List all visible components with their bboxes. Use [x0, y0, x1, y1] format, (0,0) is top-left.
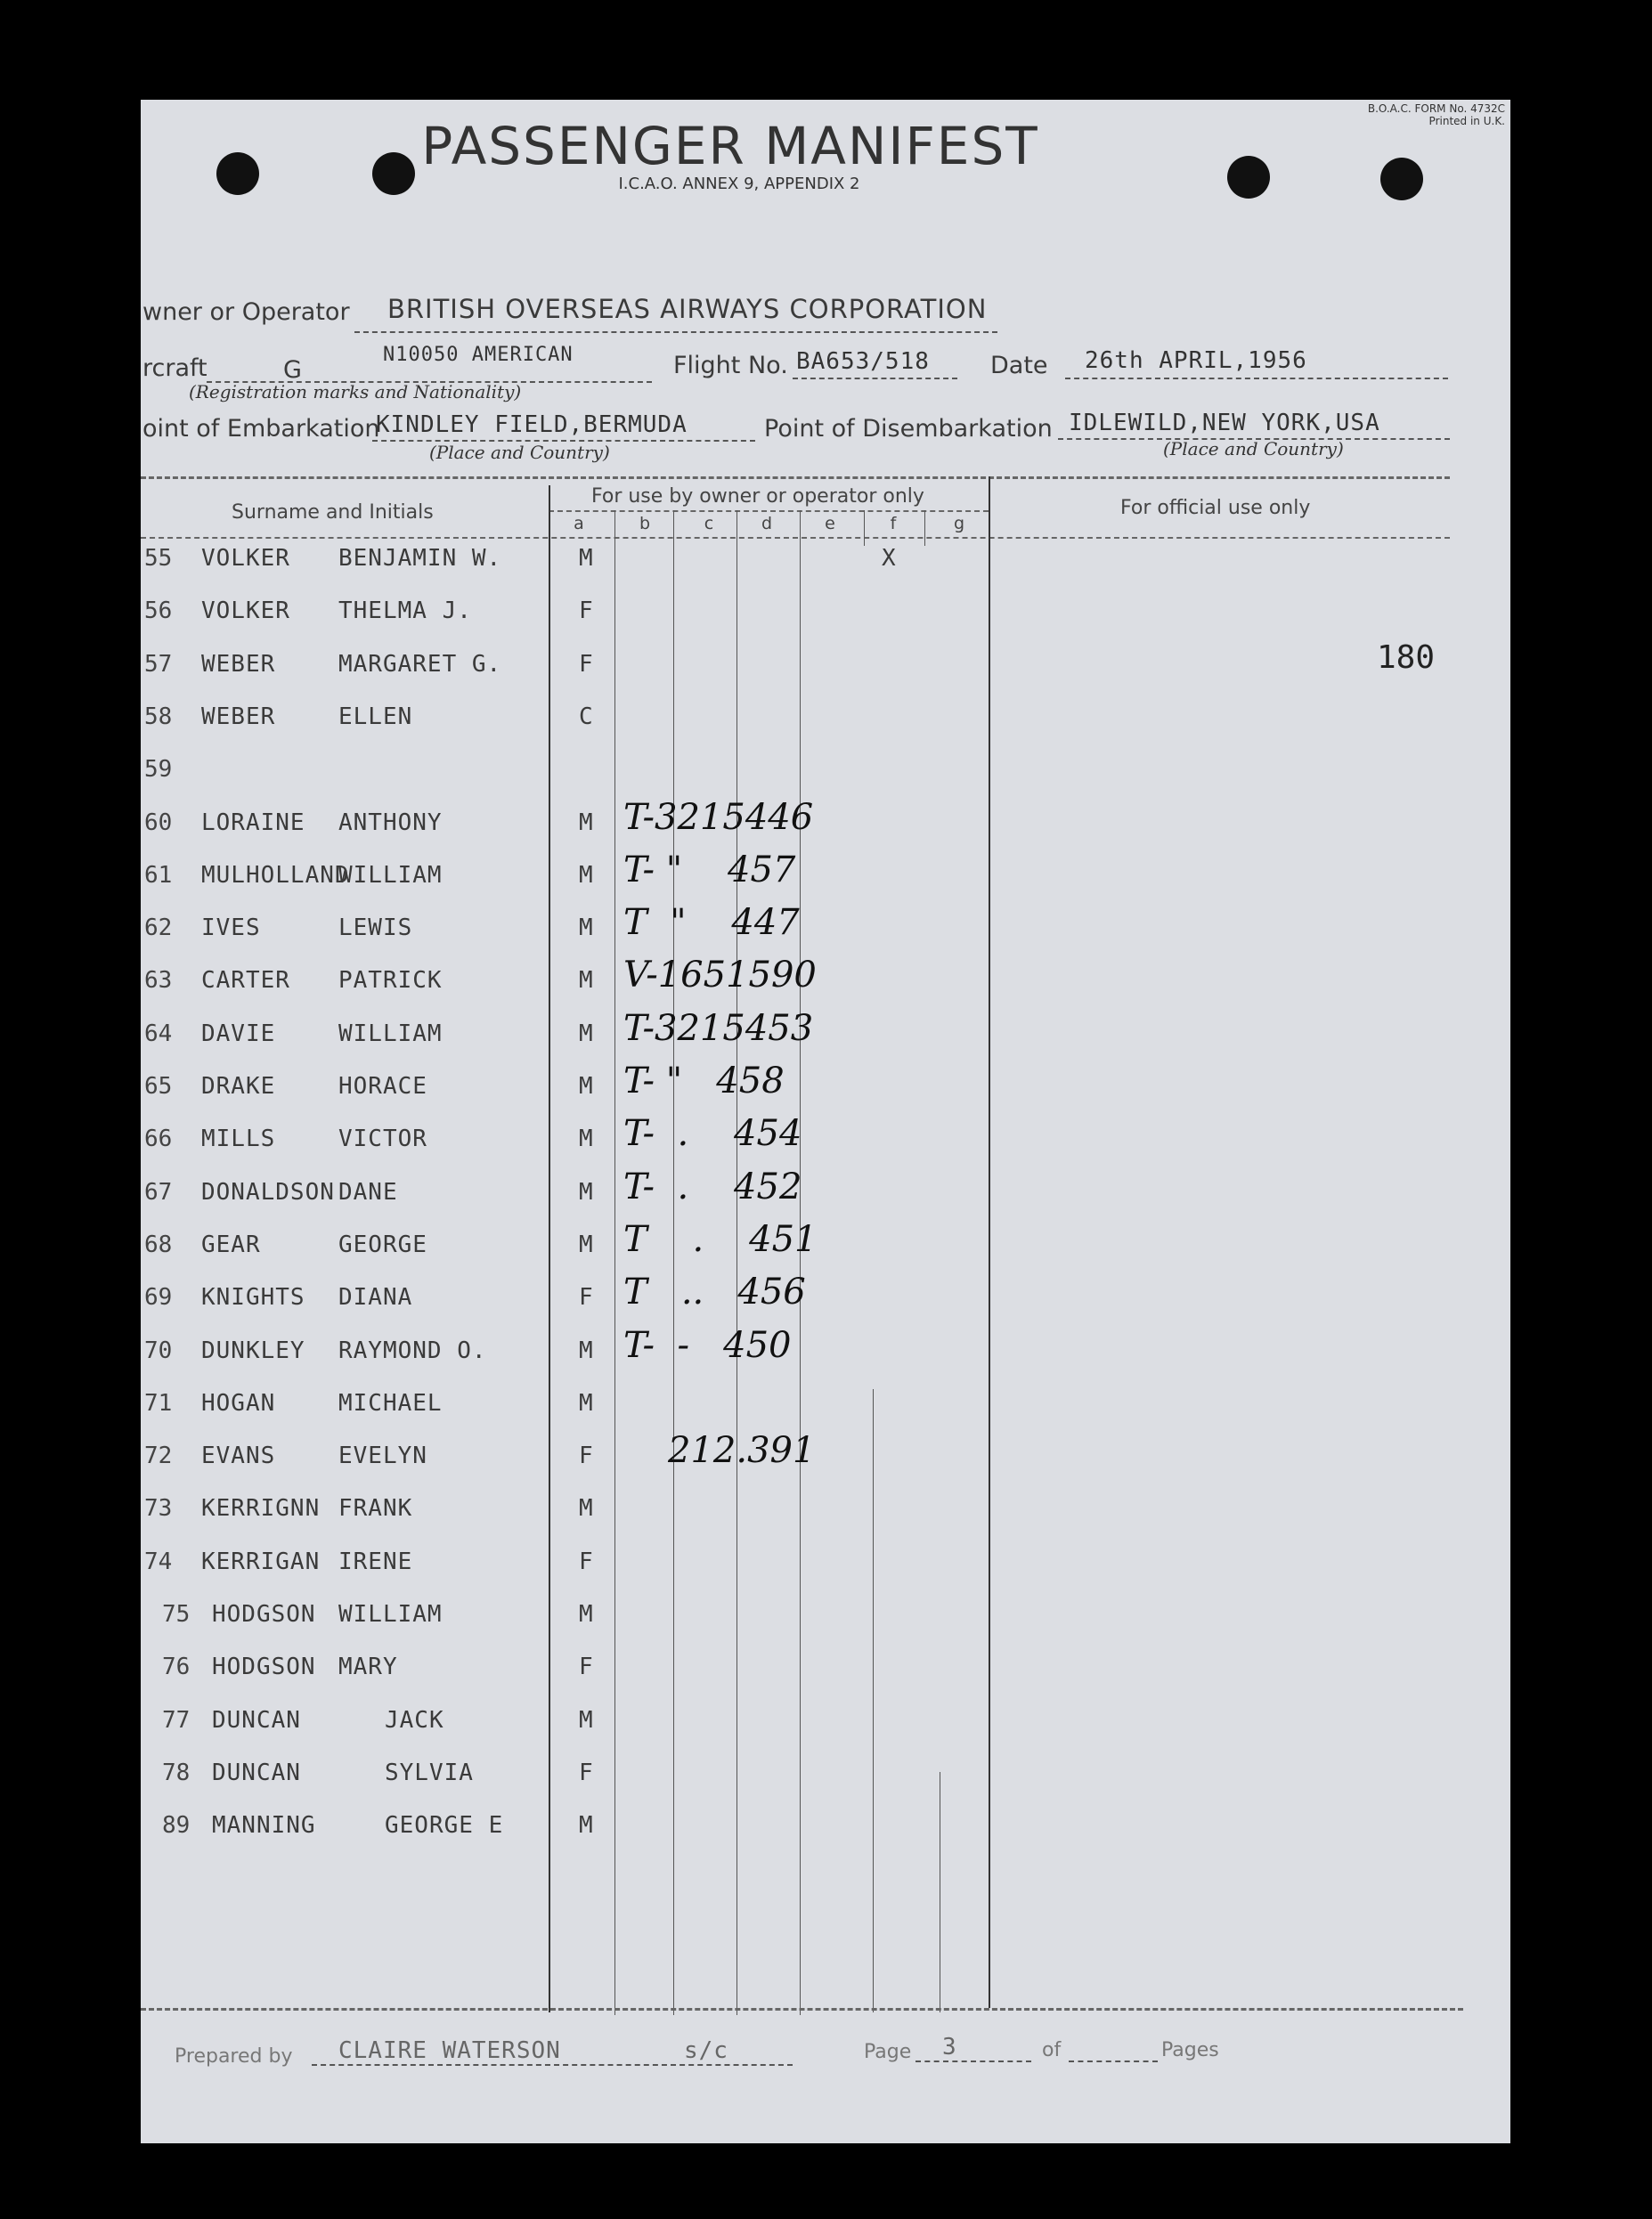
row-number: 74	[144, 1548, 173, 1575]
col-c-header: c	[704, 514, 714, 533]
page-title: PASSENGER MANIFEST	[421, 116, 1039, 176]
disembarkation-label: Point of Disembarkation	[764, 415, 1053, 443]
passenger-given-names: WILLIAM	[338, 862, 443, 889]
column-f-mark: X	[882, 545, 897, 572]
passenger-given-names: MICHAEL	[338, 1390, 443, 1417]
row-number: 66	[144, 1126, 173, 1152]
passenger-given-names: WILLIAM	[338, 1601, 443, 1628]
col-e-header: e	[825, 514, 835, 533]
passenger-surname: GEAR	[201, 1231, 261, 1258]
passenger-surname: DAVIE	[201, 1020, 276, 1047]
handwritten-ticket-number: T . 451	[623, 1219, 818, 1260]
passenger-surname: MANNING	[212, 1812, 316, 1839]
operator-label: wner or Operator	[142, 298, 350, 326]
date-underline	[1065, 378, 1448, 379]
passenger-surname: HODGSON	[212, 1601, 316, 1628]
col-b-header: b	[639, 514, 651, 533]
row-number: 77	[162, 1707, 191, 1734]
passenger-given-names: DANE	[338, 1179, 398, 1206]
passenger-sex: M	[579, 1707, 594, 1734]
passenger-sex: M	[579, 1337, 594, 1364]
passenger-sex: C	[579, 703, 594, 730]
passenger-surname: DONALDSON	[201, 1179, 335, 1206]
col-d-header: d	[761, 514, 773, 533]
punch-hole-icon	[1380, 158, 1423, 200]
passenger-sex: M	[579, 545, 594, 572]
passenger-sex: M	[579, 1020, 594, 1047]
printed-in: Printed in U.K.	[1428, 115, 1505, 127]
row-number: 57	[144, 651, 173, 678]
handwritten-ticket-number: V-1651590	[623, 955, 817, 996]
handwritten-ticket-number: T .. 456	[623, 1272, 806, 1313]
passenger-surname: LORAINE	[201, 809, 305, 836]
passenger-given-names: IRENE	[338, 1548, 413, 1575]
punch-hole-icon	[1227, 156, 1270, 199]
passenger-surname: VOLKER	[201, 597, 290, 624]
form-reference	[1265, 102, 1505, 127]
date-label: Date	[990, 352, 1048, 379]
row-number: 75	[162, 1601, 191, 1628]
row-number: 56	[144, 597, 173, 624]
passenger-given-names: ELLEN	[338, 703, 413, 730]
row-number: 78	[162, 1760, 191, 1786]
flight-number: BA653/518	[796, 348, 930, 375]
passenger-sex: M	[579, 862, 594, 889]
table-top-rule	[141, 476, 1450, 479]
page-number: 3	[942, 2034, 957, 2060]
aircraft-label: rcraft	[142, 354, 208, 382]
aircraft-prefix: G	[283, 356, 302, 384]
row-number: 59	[144, 756, 173, 783]
passenger-given-names: MARGARET G.	[338, 651, 502, 678]
embarkation-label: oint of Embarkation	[142, 415, 380, 443]
passenger-surname: DUNKLEY	[201, 1337, 305, 1364]
col-g-header: g	[953, 514, 965, 533]
row-number: 69	[144, 1284, 173, 1311]
passenger-given-names: PATRICK	[338, 967, 443, 994]
embarkation-value: KINDLEY FIELD,BERMUDA	[376, 411, 688, 438]
of-label: of	[1042, 2039, 1062, 2061]
aircraft-registration: N10050 AMERICAN	[383, 344, 574, 366]
passenger-surname: IVES	[201, 914, 261, 941]
passenger-sex: M	[579, 1601, 594, 1628]
handwritten-ticket-number: T- - 450	[623, 1325, 792, 1366]
row-number: 68	[144, 1231, 173, 1258]
row-number: 55	[144, 545, 173, 572]
header-bottom-rule	[141, 537, 1450, 539]
passenger-surname: VOLKER	[201, 545, 290, 572]
passenger-given-names: GEORGE E	[385, 1812, 504, 1839]
handwritten-ticket-number: 212.391	[668, 1430, 816, 1471]
prepared-by-suffix: s/c	[684, 2037, 728, 2064]
handwritten-ticket-number: T- . 452	[623, 1166, 802, 1207]
handwritten-ticket-number: T- . 454	[623, 1113, 802, 1154]
operator-value: BRITISH OVERSEAS AIRWAYS CORPORATION	[387, 294, 988, 324]
passenger-surname: WEBER	[201, 651, 276, 678]
passenger-surname: HODGSON	[212, 1654, 316, 1680]
passenger-given-names: SYLVIA	[385, 1760, 474, 1786]
page-underline	[916, 2060, 1031, 2062]
passenger-sex: M	[579, 1495, 594, 1522]
row-number: 61	[144, 862, 173, 889]
col-f-header: f	[890, 514, 897, 533]
row-number: 63	[144, 967, 173, 994]
page-subtitle: I.C.A.O. ANNEX 9, APPENDIX 2	[618, 175, 860, 193]
row-number: 73	[144, 1495, 173, 1522]
row-number: 67	[144, 1179, 173, 1206]
embarkation-caption: (Place and Country)	[429, 442, 610, 463]
surname-column-header: Surname and Initials	[232, 501, 434, 524]
passenger-sex: M	[579, 809, 594, 836]
passenger-surname: EVANS	[201, 1443, 276, 1469]
passenger-given-names: EVELYN	[338, 1443, 427, 1469]
row-number: 89	[162, 1812, 191, 1839]
column-rule	[864, 510, 865, 546]
passenger-surname: MULHOLLAND	[201, 862, 350, 889]
passenger-surname: DUNCAN	[212, 1760, 301, 1786]
official-count: 180	[1377, 639, 1436, 676]
row-number: 62	[144, 914, 173, 941]
passenger-surname: KERRIGNN	[201, 1495, 321, 1522]
passenger-given-names: LEWIS	[338, 914, 413, 941]
owner-column-header: For use by owner or operator only	[591, 485, 924, 508]
row-number: 65	[144, 1073, 173, 1100]
row-number: 72	[144, 1443, 173, 1469]
handwritten-ticket-number: T- " 457	[623, 849, 796, 890]
passenger-given-names: DIANA	[338, 1284, 413, 1311]
passenger-surname: KNIGHTS	[201, 1284, 305, 1311]
passenger-given-names: BENJAMIN W.	[338, 545, 502, 572]
passenger-given-names: VICTOR	[338, 1126, 427, 1152]
passenger-given-names: HORACE	[338, 1073, 427, 1100]
passenger-sex: M	[579, 1179, 594, 1206]
prepared-by-label: Prepared by	[175, 2045, 293, 2068]
passenger-sex: M	[579, 1126, 594, 1152]
passenger-surname: WEBER	[201, 703, 276, 730]
official-column-rule	[989, 476, 990, 2008]
handwritten-ticket-number: T " 447	[623, 902, 800, 943]
row-number: 60	[144, 809, 173, 836]
column-rule	[873, 1389, 874, 2012]
aircraft-caption: (Registration marks and Nationality)	[189, 381, 522, 402]
column-rule	[924, 510, 925, 546]
passenger-surname: DUNCAN	[212, 1707, 301, 1734]
row-number: 70	[144, 1337, 173, 1364]
row-number: 64	[144, 1020, 173, 1047]
passenger-surname: DRAKE	[201, 1073, 276, 1100]
passenger-sex: F	[579, 597, 594, 624]
passenger-given-names: JACK	[385, 1707, 444, 1734]
manifest-sheet	[141, 100, 1510, 2143]
page-label: Page	[864, 2041, 912, 2063]
footer-rule	[141, 2008, 1463, 2011]
row-number: 76	[162, 1654, 191, 1680]
passenger-surname: MILLS	[201, 1126, 276, 1152]
passenger-sex: F	[579, 1654, 594, 1680]
pages-label: Pages	[1161, 2039, 1219, 2061]
passenger-given-names: GEORGE	[338, 1231, 427, 1258]
passenger-surname: CARTER	[201, 967, 290, 994]
passenger-sex: F	[579, 1443, 594, 1469]
passenger-sex: M	[579, 1390, 594, 1417]
column-rule	[614, 510, 615, 2015]
passenger-given-names: RAYMOND O.	[338, 1337, 487, 1364]
of-underline	[1069, 2060, 1158, 2062]
prepared-by-value: CLAIRE WATERSON	[338, 2037, 561, 2064]
handwritten-ticket-number: T-3215453	[623, 1008, 814, 1049]
column-rule	[800, 510, 801, 2015]
passenger-given-names: WILLIAM	[338, 1020, 443, 1047]
passenger-surname: HOGAN	[201, 1390, 276, 1417]
passenger-given-names: THELMA J.	[338, 597, 472, 624]
official-column-header: For official use only	[1120, 497, 1311, 519]
row-number: 71	[144, 1390, 173, 1417]
passenger-surname: KERRIGAN	[201, 1548, 321, 1575]
passenger-given-names: ANTHONY	[338, 809, 443, 836]
passenger-sex: M	[579, 914, 594, 941]
passenger-given-names: MARY	[338, 1654, 398, 1680]
handwritten-ticket-number: T- " 458	[623, 1061, 785, 1101]
passenger-sex: M	[579, 1812, 594, 1839]
passenger-sex: M	[579, 1073, 594, 1100]
passenger-sex: M	[579, 1231, 594, 1258]
disembarkation-value: IDLEWILD,NEW YORK,USA	[1069, 410, 1380, 436]
column-rule	[736, 510, 737, 2015]
date-value: 26th APRIL,1956	[1085, 347, 1307, 374]
col-a-header: a	[574, 514, 584, 533]
passenger-sex: M	[579, 967, 594, 994]
passenger-sex: F	[579, 651, 594, 678]
passenger-given-names: FRANK	[338, 1495, 413, 1522]
flight-label: Flight No.	[673, 352, 788, 379]
row-number: 58	[144, 703, 173, 730]
punch-hole-icon	[216, 152, 259, 195]
passenger-sex: F	[579, 1760, 594, 1786]
flight-underline	[793, 378, 957, 379]
column-rule	[549, 485, 550, 2012]
column-rule	[673, 510, 674, 2015]
form-number: B.O.A.C. FORM No. 4732C	[1367, 102, 1505, 115]
operator-underline	[354, 331, 997, 333]
passenger-sex: F	[579, 1284, 594, 1311]
disembarkation-caption: (Place and Country)	[1163, 438, 1344, 459]
passenger-sex: F	[579, 1548, 594, 1575]
handwritten-ticket-number: T-3215446	[623, 797, 814, 838]
prepared-by-underline	[312, 2064, 793, 2066]
